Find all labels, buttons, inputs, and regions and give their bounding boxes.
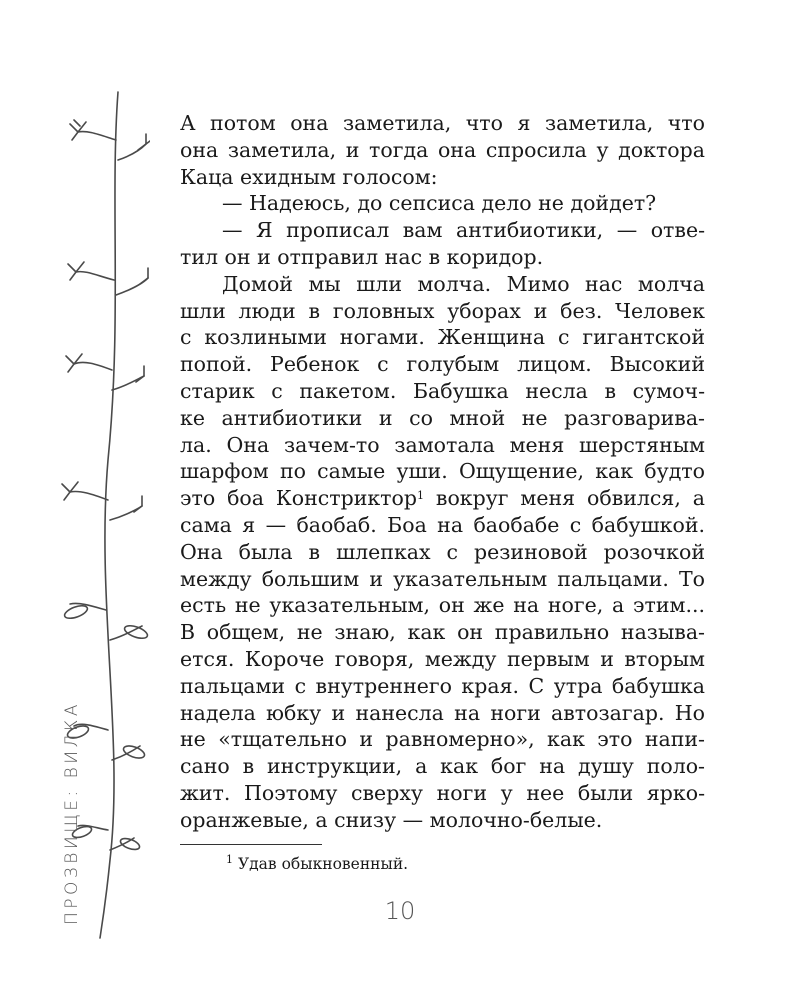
text-line: жит. Поэтому сверху ноги у нее были ярко-	[180, 780, 705, 805]
text-line: тил он и отправил нас в коридор.	[180, 244, 544, 269]
text-line: ке антибиотики и со мной не разговарива-	[180, 405, 705, 430]
text-line: между большим и указательным пальцами. То	[180, 566, 705, 591]
body-text	[180, 110, 705, 834]
text-line-with-footnote	[180, 485, 705, 512]
text-line: не «тщательно и равномерно», как это напи-	[180, 727, 705, 752]
text-fragment: вокруг меня обвился, а	[435, 486, 705, 511]
text-line: шарфом по самые уши. Ощущение, как будто	[180, 459, 705, 484]
text-line: с козлиными ногами. Женщина с гигантской	[180, 325, 705, 350]
text-line: ла. Она зачем-то замотала меня шерстяным	[180, 432, 705, 457]
text-line: сама я — баобаб. Боа на баобабе с бабушкой.	[180, 512, 705, 537]
footnote-number: 1	[226, 853, 233, 866]
text-line: Каца ехидным голосом:	[180, 164, 438, 189]
text-line: В общем, не знаю, как он правильно называ-	[180, 620, 705, 645]
footnote-divider	[180, 844, 322, 845]
running-side-title: ПРОЗВИЩЕ: ВИЛКА	[62, 700, 82, 925]
text-line: сано в инструкции, а как бог на душу поло-	[180, 754, 705, 779]
text-line: надела юбку и нанесла на ноги автозагар. Но	[180, 700, 705, 725]
footnote-text: Удав обыкновенный.	[237, 855, 409, 873]
text-line: есть не указательным, он же на ноге, а этим...	[180, 593, 705, 618]
text-line: пальцами с внутреннего края. С утра бабушка	[180, 673, 705, 698]
text-line: попой. Ребенок с голубым лицом. Высокий	[180, 352, 705, 377]
footnote	[226, 855, 408, 873]
text-line: она заметила, и тогда она спросила у доктора	[180, 137, 705, 162]
text-line: оранжевые, а снизу — молочно-белые.	[180, 807, 603, 832]
footnote-marker: 1	[416, 489, 424, 503]
text-line: — Я прописал вам антибиотики, — отве-	[222, 218, 705, 243]
text-line: старик с пакетом. Бабушка несла в сумоч-	[180, 378, 705, 403]
page-number: 10	[384, 897, 416, 925]
text-line: А потом она заметила, что я заметила, что	[180, 111, 705, 135]
text-line: Домой мы шли молча. Мимо нас молча	[222, 271, 705, 296]
text-line: шли люди в головных уборах и без. Человек	[180, 298, 705, 323]
text-fragment: это боа Констриктор	[180, 486, 417, 511]
text-line: — Надеюсь, до сепсиса дело не дойдет?	[222, 191, 657, 216]
text-line: ется. Короче говоря, между первым и вторым	[180, 646, 705, 671]
text-line: Она была в шлепках с резиновой розочкой	[180, 539, 705, 564]
